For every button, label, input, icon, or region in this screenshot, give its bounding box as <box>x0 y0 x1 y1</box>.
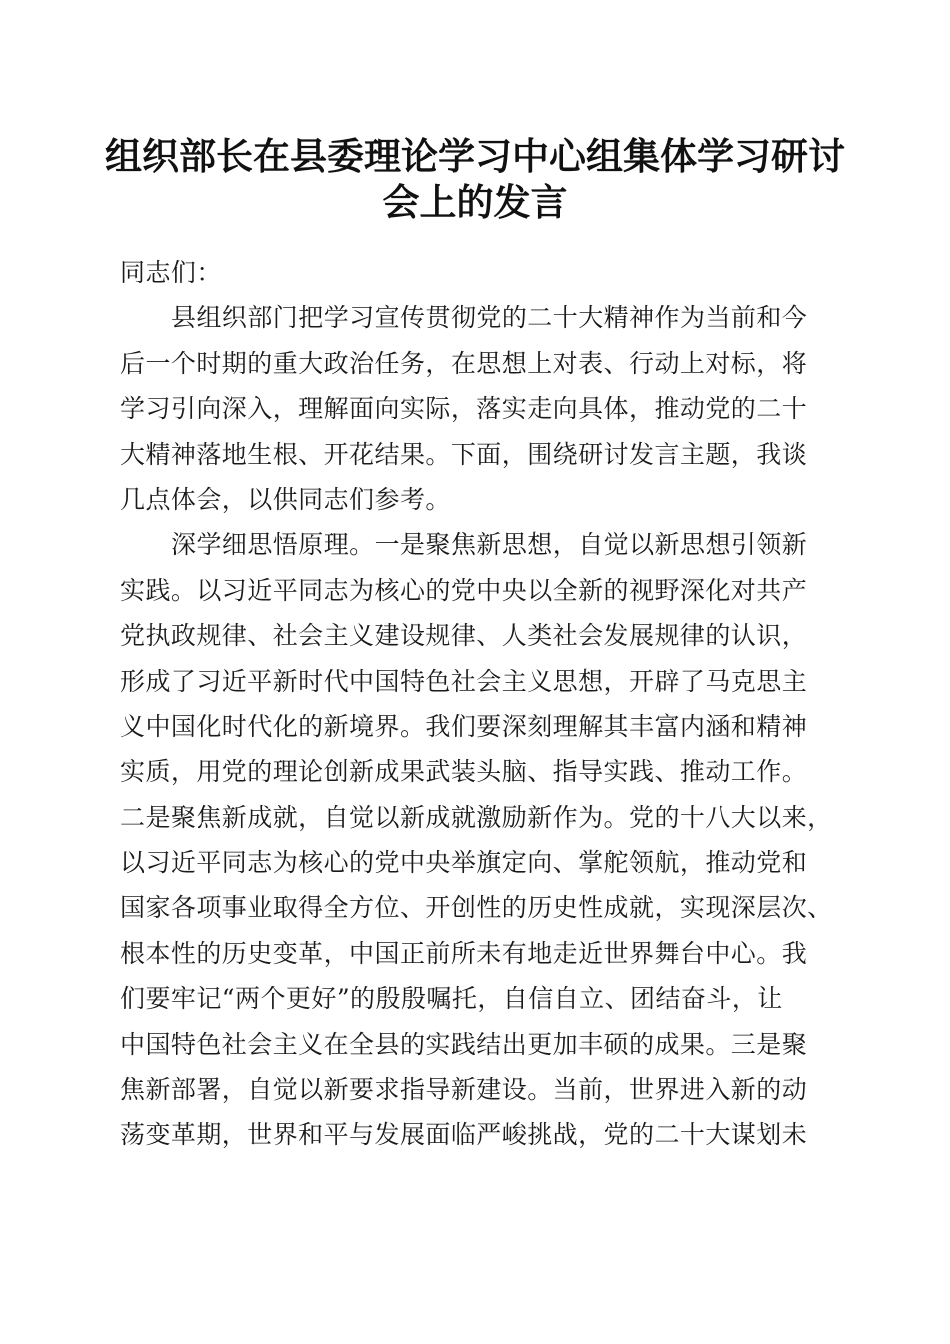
paragraph-2-line: 党执政规律、社会主义建设规律、人类社会发展规律的认识， <box>120 621 808 651</box>
paragraph-1-line: 几点体会，以供同志们参考。 <box>120 484 451 514</box>
paragraph-1-line: 学习引向深入，理解面向实际，落实走向具体，推动党的二十 <box>120 394 808 424</box>
paragraph-2-line: 根本性的历史变革，中国正前所未有地走近世界舞台中心。我 <box>120 938 808 968</box>
paragraph-2-line: 焦新部署，自觉以新要求指导新建设。当前，世界进入新的动 <box>120 1075 808 1105</box>
document-body <box>120 250 840 1158</box>
paragraph-2-line: 国家各项事业取得全方位、开创性的历史性成就，实现深层次、 <box>120 893 833 923</box>
paragraph-2-line: 们要牢记“两个更好”的殷殷嘱托，自信自立、团结奋斗，让 <box>120 984 783 1014</box>
paragraph-1-line: 后一个时期的重大政治任务，在思想上对表、行动上对标，将 <box>120 348 808 378</box>
paragraph-2-line: 义中国化时代化的新境界。我们要深刻理解其丰富内涵和精神 <box>120 711 808 741</box>
paragraph-2-line: 荡变革期，世界和平与发展面临严峻挑战，党的二十大谋划未 <box>120 1120 808 1150</box>
paragraph-2-line: 二是聚焦新成就，自觉以新成就激励新作为。党的十八大以来， <box>120 802 833 832</box>
paragraph-2-line: 以习近平同志为核心的党中央举旗定向、掌舵领航，推动党和 <box>120 848 808 878</box>
paragraph-2-line: 深学细思悟原理。一是聚焦新思想，自觉以新思想引领新 <box>171 530 808 560</box>
paragraph-2-line: 中国特色社会主义在全县的实践结出更加丰硕的成果。三是聚 <box>120 1029 808 1059</box>
title-line-1: 组织部长在县委理论学习中心组集体学习研讨 <box>105 134 845 178</box>
salutation: 同志们： <box>120 258 222 287</box>
paragraph-2-line: 实质，用党的理论创新成果武装头脑、指导实践、推动工作。 <box>120 757 808 787</box>
paragraph-1-line: 县组织部门把学习宣传贯彻党的二十大精神作为当前和今 <box>171 303 808 333</box>
title-line-2: 会上的发言 <box>382 180 568 224</box>
document-title <box>95 133 855 225</box>
paragraph-1-line: 大精神落地生根、开花结果。下面，围绕研讨发言主题，我谈 <box>120 439 808 469</box>
paragraph-2-line: 形成了习近平新时代中国特色社会主义思想，开辟了马克思主 <box>120 666 808 696</box>
paragraph-2-line: 实践。以习近平同志为核心的党中央以全新的视野深化对共产 <box>120 575 808 605</box>
